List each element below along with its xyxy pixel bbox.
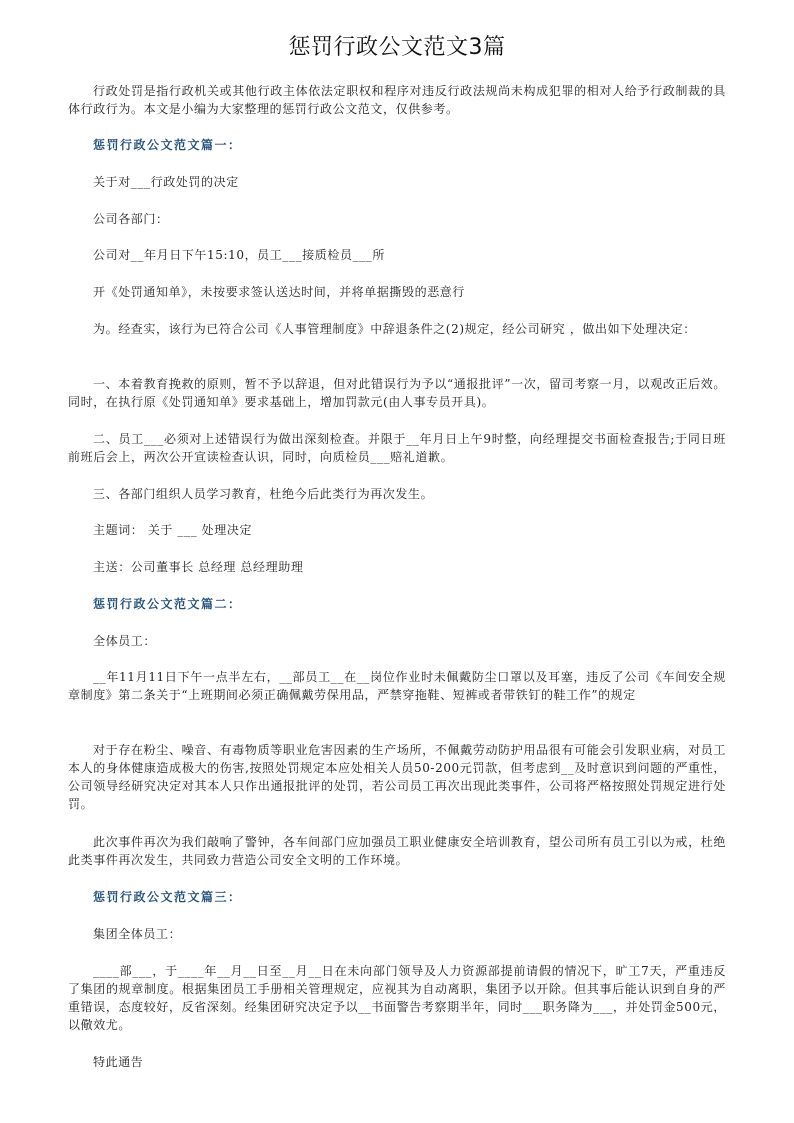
section-1-heading: 惩罚行政公文范文篇一： [93, 138, 242, 152]
section-1-paragraph: 开《处罚通知单》，未按要求签认送达时间，并将单据撕毁的恶意行 [93, 285, 466, 299]
section-1-paragraph: 公司各部门： [93, 212, 169, 226]
section-2-paragraph: 全体员工： [93, 634, 157, 648]
section-1-paragraph: 三、各部门组织人员学习教育，杜绝今后此类行为再次发生。 [93, 487, 434, 501]
section-1-paragraph: 主送：公司董事长 总经理 总经理助理 [93, 560, 304, 574]
section-2-heading: 惩罚行政公文范文篇二： [93, 597, 242, 611]
section-2-paragraph: 此次事件再次为我们敲响了警钟，各车间部门应加强员工职业健康安全培训教育，望公司所有员工引以为戒，杜绝此类事件再次发生，共同致力营造公司安全文明的工作环境。 [68, 835, 726, 867]
section-3-paragraph: ____部___，于____年__月__日至__月__日在未向部门领导及人力资源部提前请假的情况下，旷工7天，严重违反了集团的规章制度。根据集团员工手册相关管理规定，应视其为自动离职，集团予以开除。但其事后能认识到自身的严重错误，态度较好，反省深刻。经集团研究决定予以__书面警告考察期半年，同时___职务降为___，并处罚金500元，以儆效尤。 [68, 964, 726, 1032]
section-1-paragraph: 公司对__年月日下午15:10，员工___接质检员___所 [93, 248, 385, 262]
section-3-heading: 惩罚行政公文范文篇三： [93, 890, 242, 904]
section-1-paragraph: 二、员工___必须对上述错误行为做出深刻检查。并限于__年月日上午9时整，向经理提交书面检查报告;于同日班前班后会上，两次公开宣读检查认识，同时，向质检员___赔礼道歉。 [68, 432, 726, 464]
section-1-paragraph: 为。经查实，该行为已符合公司《人事管理制度》中辞退条件之(2)规定，经公司研究 ，做出如下处理决定： [93, 322, 696, 336]
section-1-paragraph: 关于对___行政处罚的决定 [93, 175, 239, 189]
section-3-paragraph: 特此通告 [93, 1055, 144, 1069]
intro-paragraph: 行政处罚是指行政机关或其他行政主体依法定职权和程序对违反行政法规尚未构成犯罪的相对人给予行政制裁的具体行政行为。本文是小编为大家整理的惩罚行政公文范文，仅供参考。 [68, 84, 726, 116]
section-2-paragraph: 对于存在粉尘、噪音、有毒物质等职业危害因素的生产场所，不佩戴劳动防护用品很有可能会引发职业病，对员工本人的身体健康造成极大的伤害,按照处罚规定本应处相关人员50-200元罚款，但考虑到__及时意识到问题的严重性，公司领导经研究决定对其本人只作出通报批评的处罚，若公司员工再次出现此类事件，公司将严格按照处罚规定进行处罚。 [68, 743, 726, 811]
document-title: 惩罚行政公文范文3篇 [288, 35, 506, 60]
section-3-paragraph: 集团全体员工： [93, 927, 182, 941]
section-1-paragraph: 一、本着教育挽救的原则，暂不予以辞退，但对此错误行为予以“通报批评”一次，留司考察一月，以观改正后效。同时，在执行原《处罚通知单》要求基础上，增加罚款元(由人事专员开具)。 [68, 377, 726, 409]
section-1-paragraph: 主题词： 关于 ___ 处理决定 [93, 523, 253, 537]
section-2-paragraph: __年11月11日下午一点半左右，__部员工__在__岗位作业时未佩戴防尘口罩以及耳塞，违反了公司《车间安全规章制度》第二条关于“上班期间必须正确佩戴劳保用品，严禁穿拖鞋、短裤或者带铁钉的鞋工作”的规定 [68, 670, 726, 702]
